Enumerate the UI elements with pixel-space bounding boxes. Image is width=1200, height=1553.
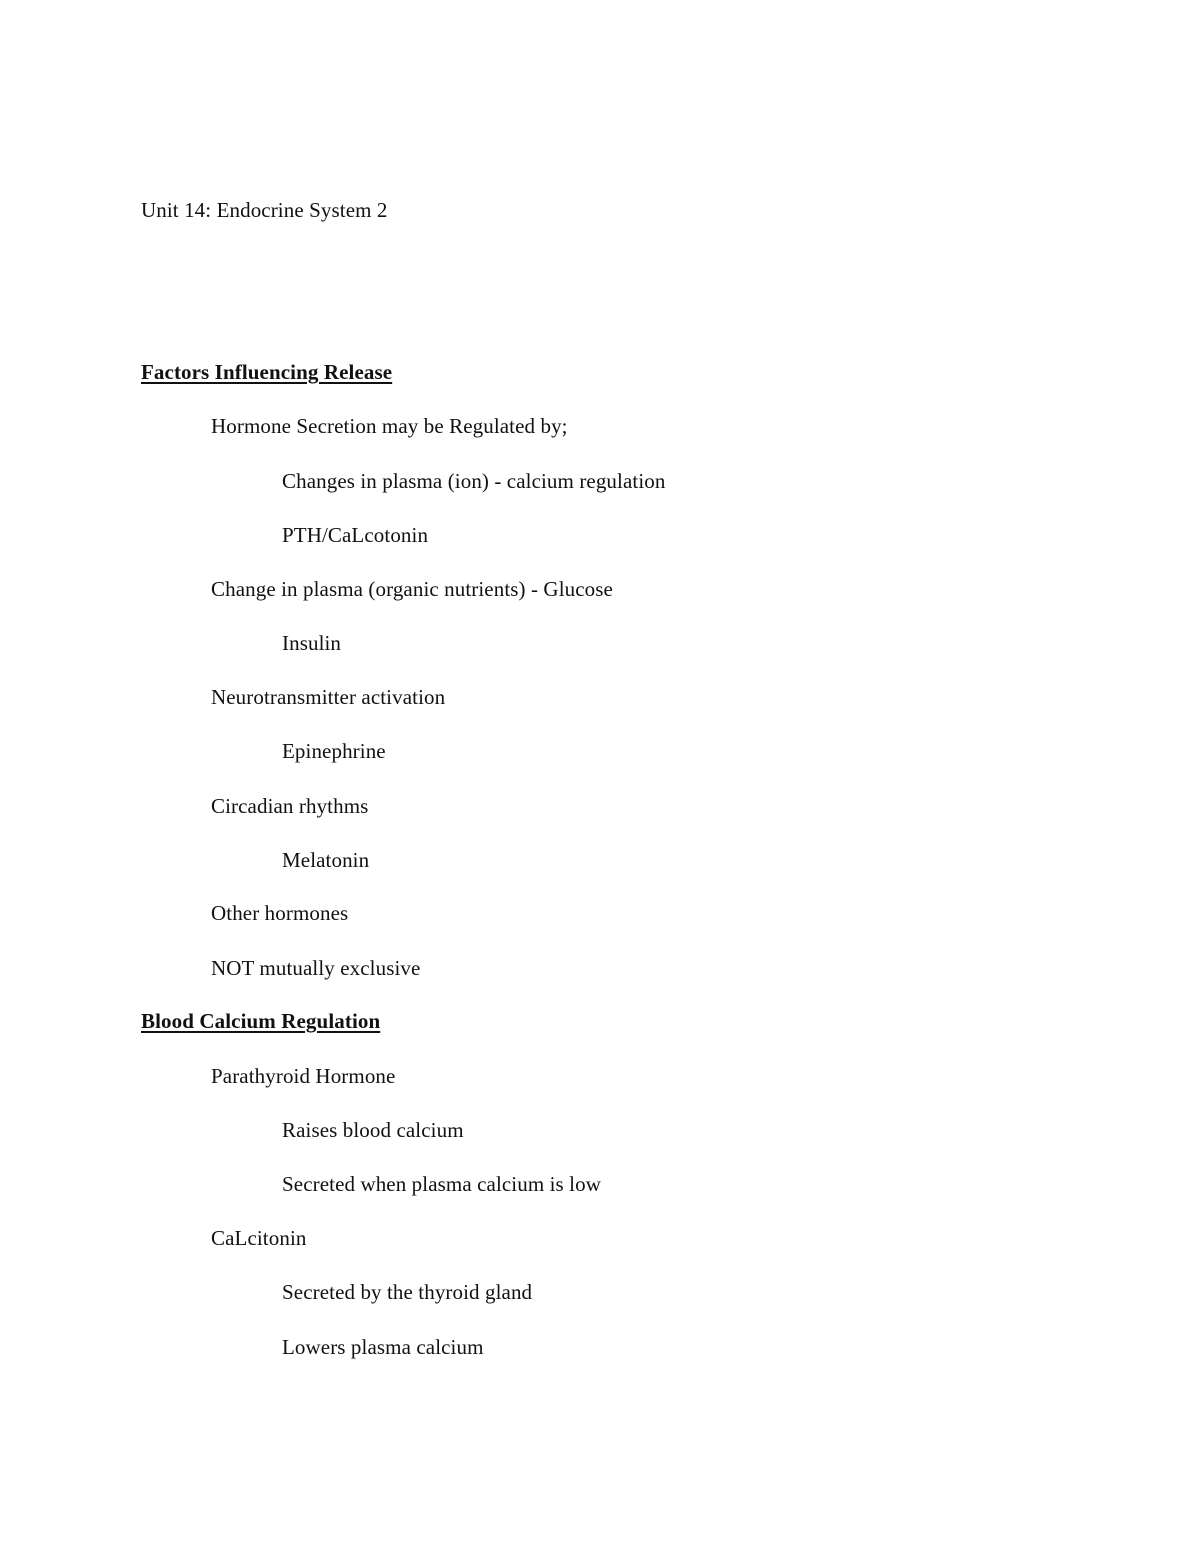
text-line: Melatonin <box>282 848 370 872</box>
text-line: Neurotransmitter activation <box>211 685 446 709</box>
text-line: Epinephrine <box>282 739 386 763</box>
text-line: Secreted when plasma calcium is low <box>282 1172 601 1196</box>
text-line: Secreted by the thyroid gland <box>282 1280 533 1304</box>
text-line: Insulin <box>282 631 342 655</box>
document-title: Unit 14: Endocrine System 2 <box>141 198 388 222</box>
text-line: Parathyroid Hormone <box>211 1064 396 1088</box>
text-line: Other hormones <box>211 901 349 925</box>
text-line: NOT mutually exclusive <box>211 956 421 980</box>
text-line: CaLcitonin <box>211 1226 307 1250</box>
text-line: Raises blood calcium <box>282 1118 464 1142</box>
text-line: Change in plasma (organic nutrients) - Glucose <box>211 577 613 601</box>
text-line: PTH/CaLcotonin <box>282 523 429 547</box>
text-line: Lowers plasma calcium <box>282 1335 484 1359</box>
text-line: Changes in plasma (ion) - calcium regulation <box>282 469 666 493</box>
text-line: Circadian rhythms <box>211 794 369 818</box>
text-line: Hormone Secretion may be Regulated by; <box>211 414 568 438</box>
section-heading-blood-calcium: Blood Calcium Regulation <box>141 1009 381 1033</box>
section-heading-factors: Factors Influencing Release <box>141 360 393 384</box>
